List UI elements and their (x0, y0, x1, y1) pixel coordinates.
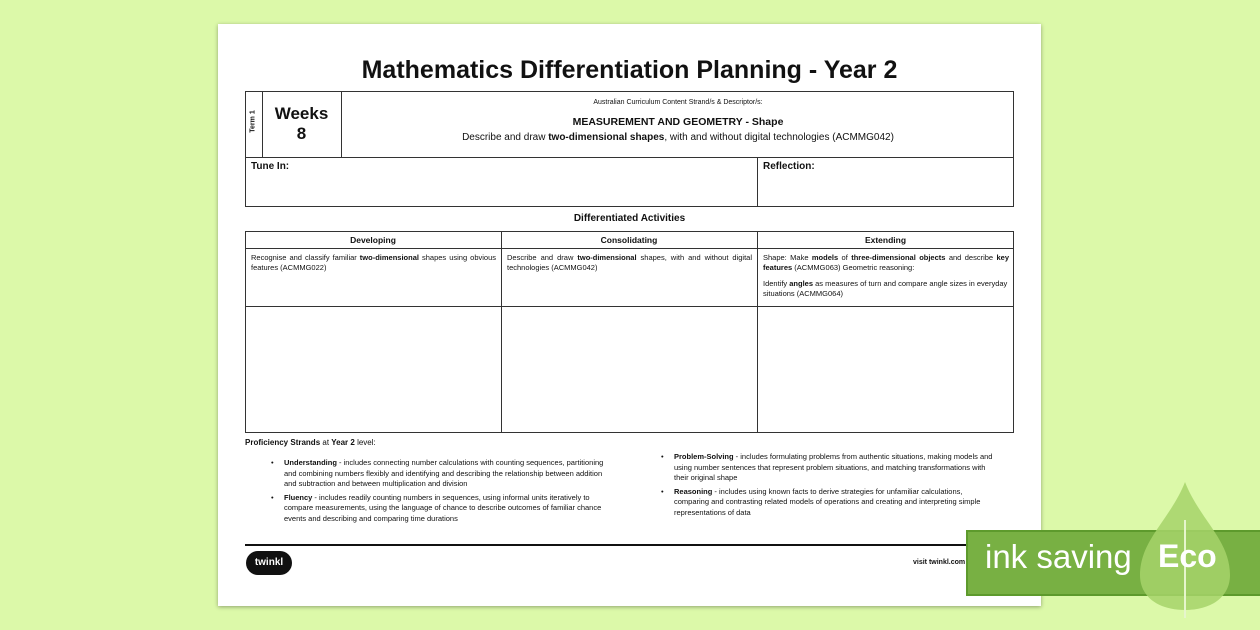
list-item: • Reasoning - includes using known facts to derive strategies for unfamiliar calculations, comparing and contrasting related models of operations and creating and interpreting simple representations of data (674, 487, 994, 519)
extending-cell: Shape: Make models of three-dimensional objects and describe key features (ACMMG063) Geometric reasoning: Identify angles as measures of turn and compare angle sizes in everyday situations (ACMMG064) (763, 253, 1009, 298)
descriptor-text: Describe and draw (462, 132, 549, 143)
ink-saving-label: ink saving (985, 538, 1132, 575)
descriptor-text-end: , with and without digital technologies (ACMMG042) (664, 132, 894, 143)
descriptor-bold: two-dimensional shapes (548, 132, 665, 143)
tune-in-label: Tune In: (251, 161, 290, 172)
proficiency-list-left (284, 458, 614, 527)
strand-topic: - Shape (742, 116, 784, 128)
list-item: • Understanding - includes connecting number calculations with counting sequences, partitioning and combining numbers flexibly and identifying and describing the relationship between addition and subtraction and between multiplication and division (284, 458, 614, 490)
col-extending: Extending (864, 235, 907, 245)
developing-cell: Recognise and classify familiar two-dimensional shapes using obvious features (ACMMG022) (251, 253, 496, 272)
descriptor (342, 132, 1014, 143)
col-consolidating: Consolidating (600, 235, 658, 245)
col-developing: Developing (350, 235, 396, 245)
proficiency-heading: Proficiency Strands at Year 2 level: (245, 438, 376, 447)
list-item: • Fluency - includes readily counting numbers in sequences, using informal units iteratively to compare measurements, using the language of chance to describe outcomes of familiar chance events and describing and comparing time durations (284, 493, 614, 525)
twinkl-logo: twinkl (246, 551, 292, 575)
reflection-label: Reflection: (763, 161, 815, 172)
eco-badge: Eco (1158, 538, 1217, 574)
worksheet-page (218, 24, 1041, 606)
visit-link[interactable]: visit twinkl.com (913, 559, 966, 566)
strand-name: MEASUREMENT AND GEOMETRY (572, 116, 743, 128)
term-label: Term 1 (249, 110, 257, 133)
weeks-label: Weeks (274, 104, 329, 123)
activities-heading: Differentiated Activities (573, 213, 686, 224)
weeks-value: 8 (296, 124, 307, 143)
list-item: • Problem-Solving - includes formulating problems from authentic situations, making models and using number sentences that represent problem situations, and matching transformations with their original shape (674, 452, 994, 484)
page-title: Mathematics Differentiation Planning - Year 2 (361, 56, 898, 84)
footer-divider (245, 544, 1014, 546)
consolidating-cell: Describe and draw two-dimensional shapes, with and without digital technologies (ACMMG042) (507, 253, 752, 272)
curriculum-label: Australian Curriculum Content Strand/s & Descriptor/s: (593, 99, 763, 106)
proficiency-list-right (674, 452, 994, 521)
